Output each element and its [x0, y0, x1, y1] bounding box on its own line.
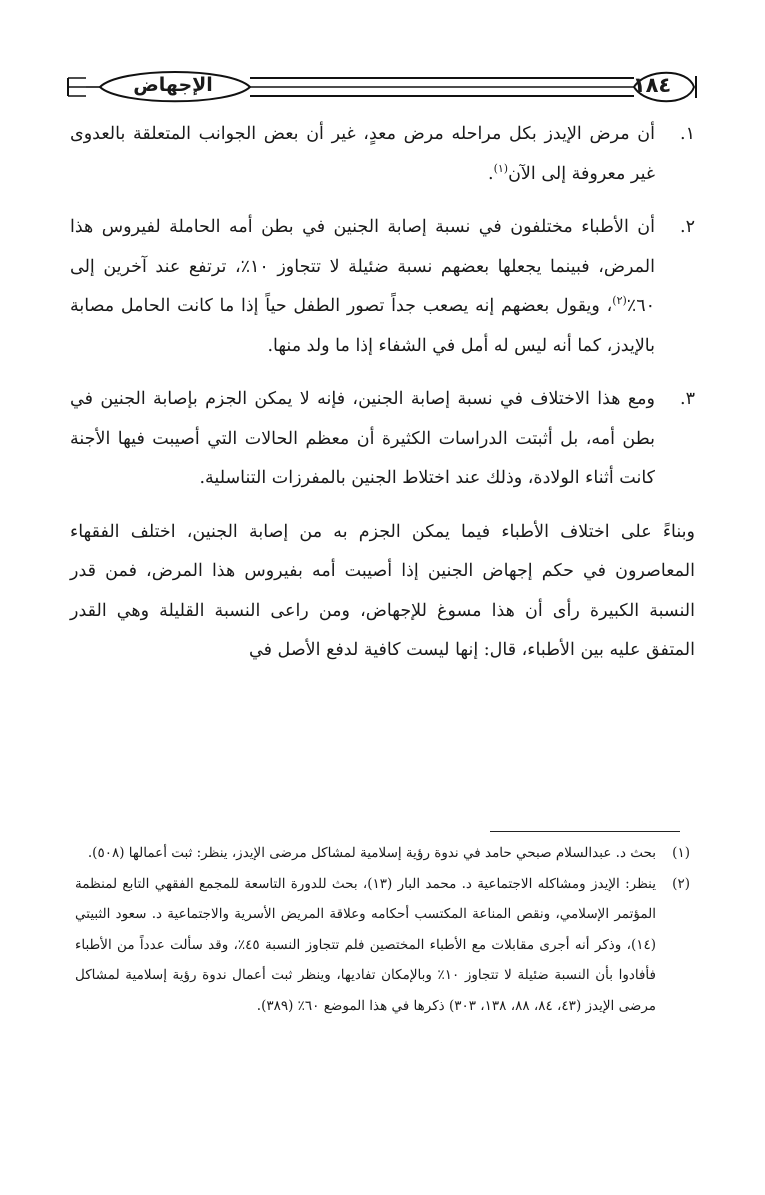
item-text: أن الأطباء مختلفون في نسبة إصابة الجنين في بطن أمه الحاملة لفيروس هذا المرض، فبينما يجعلها بعضهم نسبة ضئيلة لا تتجاوز ١٠٪، ترتفع عند آخرين إلى ٦٠٪$^{(٢)}$، ويقول بعضهم إنه يصعب جداً تصور الطفل حياً إذا ما كانت الحامل مصابة بالإيدز، كما أنه ليس له أمل في الشفاء إذا ما ولد منها. [70, 217, 655, 356]
footnote-number: (١) [672, 845, 690, 861]
item-number: ٢. [680, 217, 695, 237]
item-number: ٣. [680, 389, 695, 409]
main-text [70, 115, 695, 671]
page-number: ١٨٤ [632, 73, 672, 97]
footnote-ref[interactable]: (١) [493, 161, 509, 175]
list-item [70, 380, 695, 499]
footnote-number: (٢) [672, 875, 690, 892]
item-text: أن مرض الإيدز بكل مراحله مرض معدٍ، غير أن بعض الجوانب المتعلقة بالعدوى غير معروفة إلى الآن$^{(١)}$. [70, 124, 655, 184]
page-header [60, 62, 700, 112]
item-number: ١. [680, 124, 695, 144]
list-item [70, 208, 695, 366]
footnote-ref[interactable]: (٢) [612, 294, 627, 308]
body-paragraph: وبناءً على اختلاف الأطباء فيما يمكن الجزم به من إصابة الجنين، اختلف الفقهاء المعاصرون في حكم إجهاض الجنين إذا أصيبت أمه بفيروس هذا المرض، فمن قدر النسبة الكبيرة رأى أن هذا مسوغ للإجهاض، ومن راعى النسبة القليلة وهي القدر المتفق عليه بين الأطباء، قال: إنها ليست كافية لدفع الأصل في [70, 521, 695, 660]
footnote-text: بحث د. عبدالسلام صبحي حامد في ندوة رؤية إسلامية لمشاكل مرضى الإيدز، ينظر: ثبت أعمالها (٥٠٨). [87, 845, 656, 861]
footnote-separator [490, 831, 680, 832]
item-text: ومع هذا الاختلاف في نسبة إصابة الجنين، فإنه لا يمكن الجزم بإصابة الجنين في بطن أمه، بل أثبتت الدراسات الكثيرة أن معظم الحالات التي أصيبت فيها الأجنة كانت أثناء الولادة، وذلك عند اختلاط الجنين بالمفرزات التناسلية. [70, 389, 655, 488]
list-item [70, 115, 695, 194]
footnote [75, 838, 690, 869]
chapter-title: الإجهاض [133, 74, 213, 96]
footnotes [75, 838, 690, 1021]
footnote-text: ينظر: الإيدز ومشاكله الاجتماعية د. محمد البار (١٣)، بحث للدورة التاسعة للمجمع الفقهي التابع لمنظمة المؤتمر الإسلامي، ونقص المناعة المكتسب أحكامه وعلاقة المريض الأسرية والاجتماعية د. سعود الثبيتي (١٤)، وذكر أنه أجرى مقابلات مع الأطباء المختصين فلم تتجاوز النسبة ٤٥٪، وقد سألت عدداً من الأطباء فأفادوا بأن النسبة ضئيلة لا تتجاوز ١٠٪ وبالإمكان تفاديها، وينظر ثبت أعمال ندوة رؤية إسلامية لمشاكل مرضى الإيدز (٤٣، ٨٤، ٨٨، ١٣٨، ٣٠٣) ذكرها في هذا الموضع ٦٠٪ (٣٨٩). [75, 875, 657, 1014]
footnote [75, 869, 690, 1022]
